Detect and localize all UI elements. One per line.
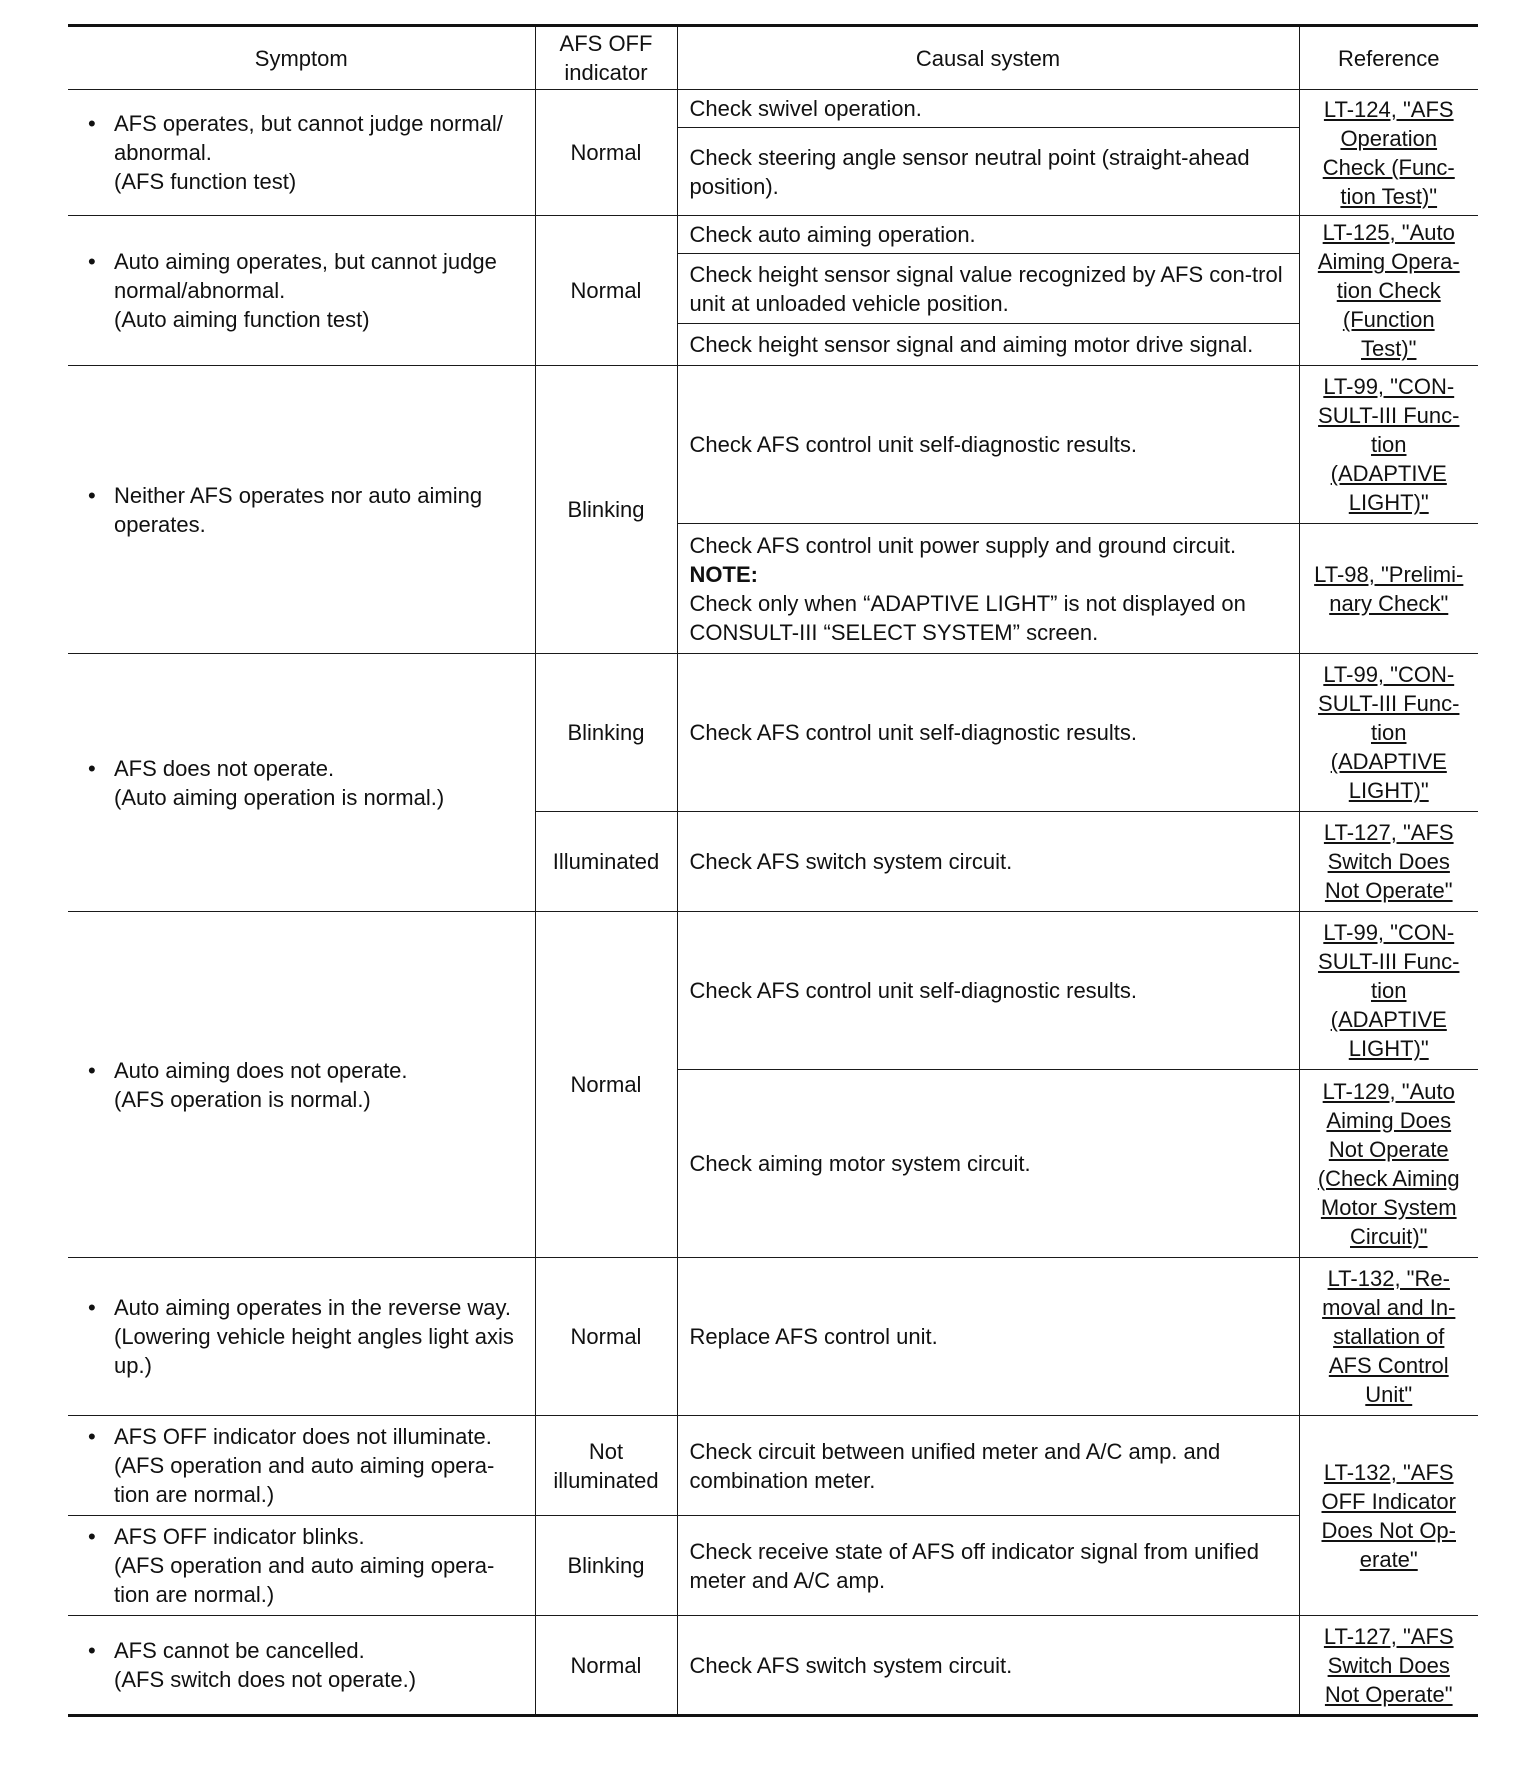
header-causal: Causal system (677, 26, 1299, 90)
reference-cell (1299, 366, 1478, 524)
symptom-line: abnormal. (114, 140, 212, 165)
table-row (68, 366, 1478, 524)
reference-line: (Function (1342, 307, 1435, 332)
symptom-cell (68, 1258, 535, 1416)
reference-line: LT-127, "AFS (1323, 1623, 1454, 1649)
symptom-cell (68, 1516, 535, 1616)
table-row (68, 1616, 1478, 1716)
reference-line: Circuit)" (1350, 1223, 1428, 1249)
reference-cell (1299, 1070, 1478, 1258)
reference-cell (1299, 216, 1478, 366)
header-indicator (535, 26, 677, 90)
reference-line: (ADAPTIVE (1330, 1007, 1447, 1032)
symptom-line: AFS OFF indicator does not illuminate. (114, 1424, 492, 1449)
header-row (68, 26, 1478, 90)
symptom-line: Neither AFS operates nor auto aiming (114, 482, 483, 508)
reference-line: Not Operate" (1324, 878, 1453, 903)
indicator-cell: Normal (535, 1616, 677, 1716)
reference-line: erate" (1359, 1546, 1418, 1572)
reference-link[interactable] (1306, 95, 1473, 211)
header-indicator-line1: AFS OFF (559, 31, 653, 56)
symptom-line: tion are normal.) (114, 1582, 275, 1607)
indicator-cell: Normal (535, 90, 677, 216)
bullet: • (88, 1424, 96, 1449)
reference-line: tion Test)" (1340, 183, 1438, 209)
indicator-cell: Normal (535, 912, 677, 1258)
reference-link[interactable] (1306, 1077, 1473, 1251)
header-symptom: Symptom (68, 26, 535, 90)
symptom-line: (AFS operation and auto aiming opera- (114, 1453, 495, 1478)
symptom-line: Auto aiming operates, but cannot judge (114, 249, 497, 274)
reference-line: LT-132, "AFS (1323, 1459, 1454, 1485)
table-row (68, 1516, 1478, 1616)
reference-line: (ADAPTIVE (1330, 749, 1447, 774)
reference-line: Not Operate (1328, 1136, 1449, 1162)
indicator-line: illuminated (553, 1467, 659, 1493)
reference-cell (1299, 812, 1478, 912)
cause-cell: Check height sensor signal value recognized by AFS con-trol unit at unloaded vehicle position. (677, 254, 1299, 324)
header-reference: Reference (1299, 26, 1478, 90)
table-row (68, 216, 1478, 254)
reference-line: Switch Does (1327, 849, 1450, 874)
reference-link[interactable] (1306, 818, 1473, 905)
reference-cell (1299, 1616, 1478, 1716)
reference-line: Test)" (1361, 336, 1417, 361)
reference-line: nary Check" (1329, 590, 1449, 616)
bullet: • (88, 1524, 96, 1549)
reference-line: LT-99, "CON- (1323, 374, 1455, 399)
reference-line: Not Operate" (1324, 1681, 1453, 1707)
symptom-cell (68, 912, 535, 1258)
reference-line: LT-124, "AFS (1323, 96, 1454, 122)
indicator-line: Not (588, 1438, 624, 1464)
note-text: Check only when “ADAPTIVE LIGHT” is not displayed on CONSULT-III “SELECT SYSTEM” screen. (689, 590, 1246, 645)
reference-link[interactable] (1306, 1458, 1473, 1574)
reference-line: moval and In- (1322, 1295, 1456, 1320)
reference-line: Aiming Opera- (1317, 249, 1460, 274)
symptom-cell (68, 654, 535, 912)
reference-line: (Check Aiming (1317, 1165, 1460, 1191)
reference-line: LIGHT)" (1348, 778, 1429, 803)
indicator-cell (535, 1416, 677, 1516)
reference-line: tion (1371, 720, 1407, 745)
reference-line: LT-127, "AFS (1323, 820, 1454, 845)
symptom-line: (Lowering vehicle height angles light axis (114, 1324, 514, 1349)
bullet: • (88, 482, 96, 508)
reference-line: Aiming Does (1326, 1107, 1452, 1133)
table-row (68, 912, 1478, 1070)
symptom-cell (68, 90, 535, 216)
header-indicator-line2: indicator (564, 60, 648, 85)
bullet: • (88, 1638, 96, 1663)
reference-link[interactable] (1306, 1264, 1473, 1409)
reference-line: Check (Func- (1322, 154, 1455, 180)
note-label: NOTE: (689, 561, 758, 587)
reference-link[interactable] (1306, 372, 1473, 517)
cause-cell: Check circuit between unified meter and A/C amp. and combination meter. (677, 1416, 1299, 1516)
symptom-cell (68, 216, 535, 366)
cause-cell: Check swivel operation. (677, 90, 1299, 128)
indicator-cell: Blinking (535, 366, 677, 654)
reference-link[interactable] (1306, 560, 1473, 618)
cause-cell: Check steering angle sensor neutral point (straight-ahead position). (677, 128, 1299, 216)
reference-line: Switch Does (1327, 1652, 1450, 1678)
reference-line: stallation of (1333, 1324, 1445, 1349)
reference-line: AFS Control (1328, 1353, 1449, 1378)
reference-link[interactable] (1306, 218, 1473, 363)
symptom-line: up.) (114, 1353, 152, 1378)
cause-cell: Check AFS control unit self-diagnostic results. (677, 366, 1299, 524)
reference-cell (1299, 524, 1478, 654)
reference-line: tion (1371, 978, 1407, 1003)
indicator-cell: Normal (535, 216, 677, 366)
reference-link[interactable] (1306, 1622, 1473, 1709)
bullet: • (88, 1057, 96, 1083)
bullet: • (88, 1295, 96, 1320)
reference-line: tion Check (1336, 278, 1441, 303)
reference-line: SULT-III Func- (1318, 403, 1460, 428)
reference-line: SULT-III Func- (1318, 949, 1460, 974)
symptom-line: AFS cannot be cancelled. (114, 1638, 365, 1663)
bullet: • (88, 755, 96, 781)
reference-line: LT-129, "Auto (1322, 1078, 1455, 1104)
symptom-line: tion are normal.) (114, 1482, 275, 1507)
cause-cell: Check AFS switch system circuit. (677, 812, 1299, 912)
indicator-cell: Normal (535, 1258, 677, 1416)
symptom-line: (AFS operation is normal.) (114, 1086, 371, 1112)
reference-line: SULT-III Func- (1318, 691, 1460, 716)
table-row (68, 654, 1478, 812)
cause-line: Check AFS control unit power supply and ground circuit. (689, 532, 1237, 558)
symptom-line: (AFS function test) (114, 169, 297, 194)
reference-cell (1299, 1416, 1478, 1616)
reference-link[interactable] (1306, 918, 1473, 1063)
cause-cell: Check aiming motor system circuit. (677, 1070, 1299, 1258)
cause-cell: Check AFS switch system circuit. (677, 1616, 1299, 1716)
cause-cell: Replace AFS control unit. (677, 1258, 1299, 1416)
reference-line: tion (1371, 432, 1407, 457)
cause-cell (677, 524, 1299, 654)
reference-line: Motor System (1320, 1194, 1457, 1220)
reference-line: LT-98, "Prelimi- (1314, 561, 1464, 587)
symptom-line: AFS OFF indicator blinks. (114, 1524, 365, 1549)
reference-line: LIGHT)" (1348, 1036, 1429, 1061)
symptom-line: AFS does not operate. (114, 755, 335, 781)
reference-cell (1299, 912, 1478, 1070)
symptom-line: operates. (114, 511, 206, 537)
cause-cell: Check auto aiming operation. (677, 216, 1299, 254)
reference-line: Unit" (1365, 1382, 1413, 1407)
symptom-line: (AFS switch does not operate.) (114, 1667, 417, 1692)
reference-line: OFF Indicator (1321, 1488, 1456, 1514)
bullet: • (88, 111, 96, 136)
reference-line: LT-99, "CON- (1323, 662, 1455, 687)
reference-line: (ADAPTIVE (1330, 461, 1447, 486)
table-row (68, 1258, 1478, 1416)
table-row (68, 1416, 1478, 1516)
symptom-line: Auto aiming operates in the reverse way. (114, 1295, 512, 1320)
table-row (68, 90, 1478, 128)
symptom-cell (68, 366, 535, 654)
indicator-cell: Blinking (535, 1516, 677, 1616)
reference-line: LIGHT)" (1348, 490, 1429, 515)
reference-cell (1299, 1258, 1478, 1416)
reference-line: LT-125, "Auto (1322, 220, 1455, 245)
symptom-line: normal/abnormal. (114, 278, 286, 303)
symptom-cell (68, 1416, 535, 1516)
reference-line: Does Not Op- (1321, 1517, 1456, 1543)
cause-cell: Check AFS control unit self-diagnostic results. (677, 912, 1299, 1070)
reference-line: Operation (1340, 125, 1438, 151)
symptom-line: Auto aiming does not operate. (114, 1057, 408, 1083)
symptom-line: (AFS operation and auto aiming opera- (114, 1553, 495, 1578)
bullet: • (88, 249, 96, 274)
reference-link[interactable] (1306, 660, 1473, 805)
symptom-line: AFS operates, but cannot judge normal/ (114, 111, 503, 136)
cause-cell: Check height sensor signal and aiming motor drive signal. (677, 324, 1299, 366)
reference-cell (1299, 654, 1478, 812)
indicator-cell: Illuminated (535, 812, 677, 912)
indicator-cell: Blinking (535, 654, 677, 812)
symptom-line: (Auto aiming function test) (114, 307, 370, 332)
symptom-line: (Auto aiming operation is normal.) (114, 784, 445, 810)
reference-line: LT-132, "Re- (1327, 1266, 1450, 1291)
cause-cell: Check AFS control unit self-diagnostic results. (677, 654, 1299, 812)
reference-cell (1299, 90, 1478, 216)
symptom-cell (68, 1616, 535, 1716)
diagnosis-table (68, 24, 1478, 1717)
cause-cell: Check receive state of AFS off indicator signal from unified meter and A/C amp. (677, 1516, 1299, 1616)
reference-line: LT-99, "CON- (1323, 920, 1455, 945)
